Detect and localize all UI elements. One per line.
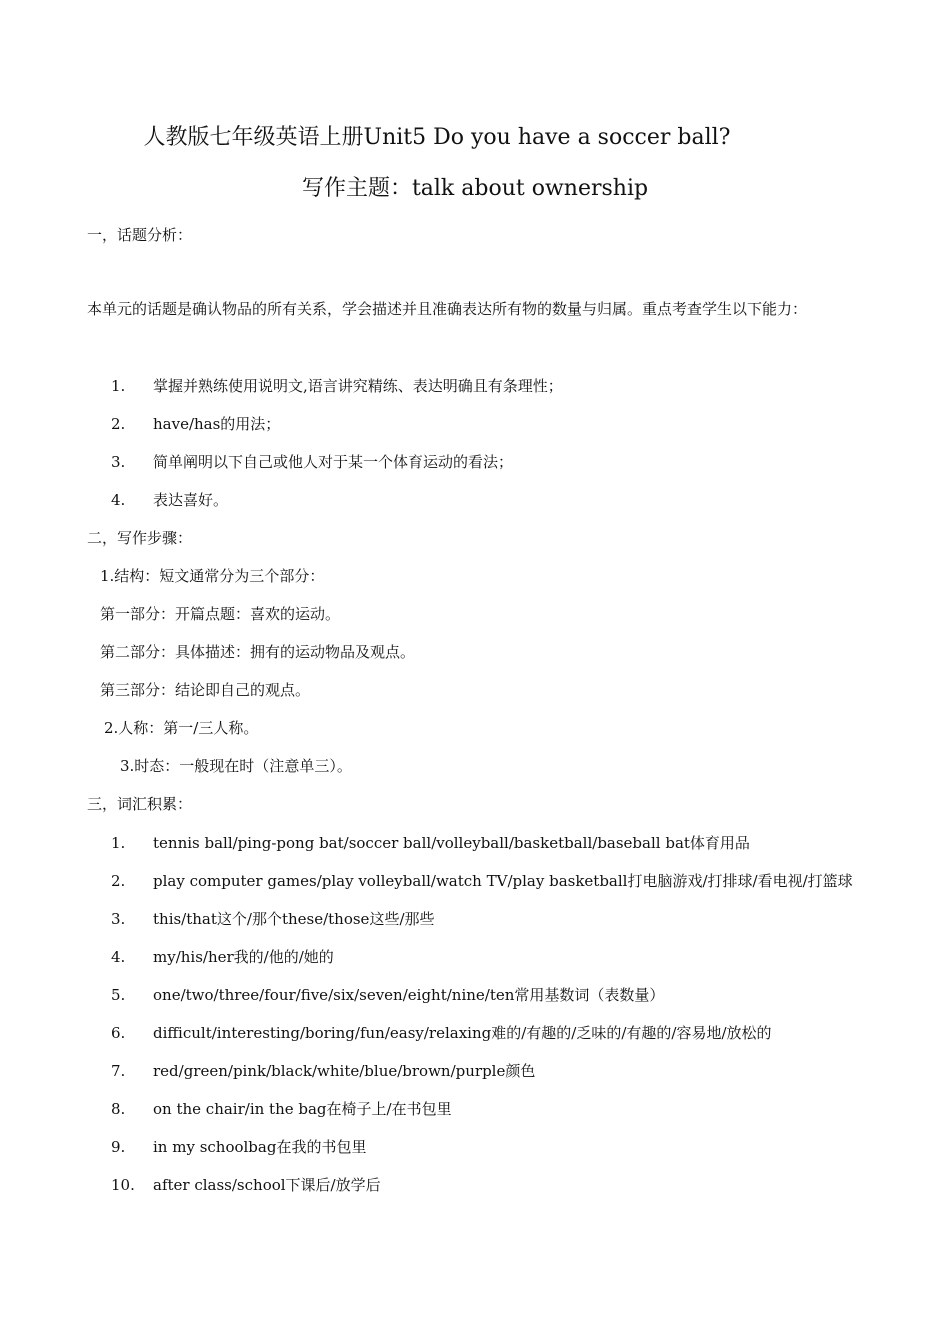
section-heading-topic-analysis: 一，话题分析： — [87, 226, 193, 244]
step-part-one: 第一部分：开篇点题：喜欢的运动。 — [100, 605, 341, 623]
list-item-text: on the chair/in the bag在椅子上/在书包里 — [153, 1100, 452, 1118]
list-item-text: red/green/pink/black/white/blue/brown/purple颜色 — [153, 1062, 536, 1080]
list-item-number: 10. — [111, 1176, 135, 1194]
list-item-number: 3. — [111, 453, 126, 471]
list-item-text: 掌握并熟练使用说明文,语言讲究精练、表达明确且有条理性； — [153, 377, 563, 395]
list-item-text: play computer games/play volleyball/watch TV/play basketball打电脑游戏/打排球/看电视/打篮球 — [153, 872, 853, 890]
step-structure: 1.结构：短文通常分为三个部分： — [100, 567, 325, 585]
section-heading-writing-steps: 二，写作步骤： — [87, 529, 193, 547]
list-item-number: 1. — [111, 834, 126, 852]
document-subtitle: 写作主题：talk about ownership — [301, 176, 649, 201]
list-item-number: 1. — [111, 377, 126, 395]
list-item-text: my/his/her我的/他的/她的 — [153, 948, 334, 966]
list-item-number: 7. — [111, 1062, 126, 1080]
step-part-two: 第二部分：具体描述：拥有的运动物品及观点。 — [100, 643, 416, 661]
list-item-number: 4. — [111, 491, 126, 509]
list-item-text: after class/school下课后/放学后 — [153, 1176, 381, 1194]
list-item-number: 5. — [111, 986, 126, 1004]
list-item-text: have/has的用法； — [153, 415, 281, 433]
list-item-number: 8. — [111, 1100, 126, 1118]
step-tense: 3.时态：一般现在时（注意单三）。 — [120, 757, 352, 775]
step-part-three: 第三部分：结论即自己的观点。 — [100, 681, 311, 699]
document-title: 人教版七年级英语上册Unit5 Do you have a soccer ball? — [143, 125, 731, 150]
list-item-text: 简单阐明以下自己或他人对于某一个体育运动的看法； — [153, 453, 514, 471]
section-paragraph: 本单元的话题是确认物品的所有关系，学会描述并且准确表达所有物的数量与归属。重点考查学生以下能力： — [87, 300, 808, 318]
list-item-number: 3. — [111, 910, 126, 928]
list-item-number: 2. — [111, 872, 126, 890]
list-item-text: in my schoolbag在我的书包里 — [153, 1138, 367, 1156]
list-item-number: 9. — [111, 1138, 126, 1156]
list-item-text: tennis ball/ping-pong bat/soccer ball/volleyball/basketball/baseball bat体育用品 — [153, 834, 750, 852]
section-heading-vocabulary: 三，词汇积累： — [87, 795, 193, 813]
list-item-number: 6. — [111, 1024, 126, 1042]
list-item-number: 4. — [111, 948, 126, 966]
list-item-text: one/two/three/four/five/six/seven/eight/nine/ten常用基数词（表数量） — [153, 986, 665, 1004]
list-item-text: this/that这个/那个these/those这些/那些 — [153, 910, 435, 928]
list-item-text: 表达喜好。 — [153, 491, 229, 509]
step-person: 2.人称：第一/三人称。 — [104, 719, 259, 737]
list-item-number: 2. — [111, 415, 126, 433]
list-item-text: difficult/interesting/boring/fun/easy/relaxing难的/有趣的/乏味的/有趣的/容易地/放松的 — [153, 1024, 772, 1042]
